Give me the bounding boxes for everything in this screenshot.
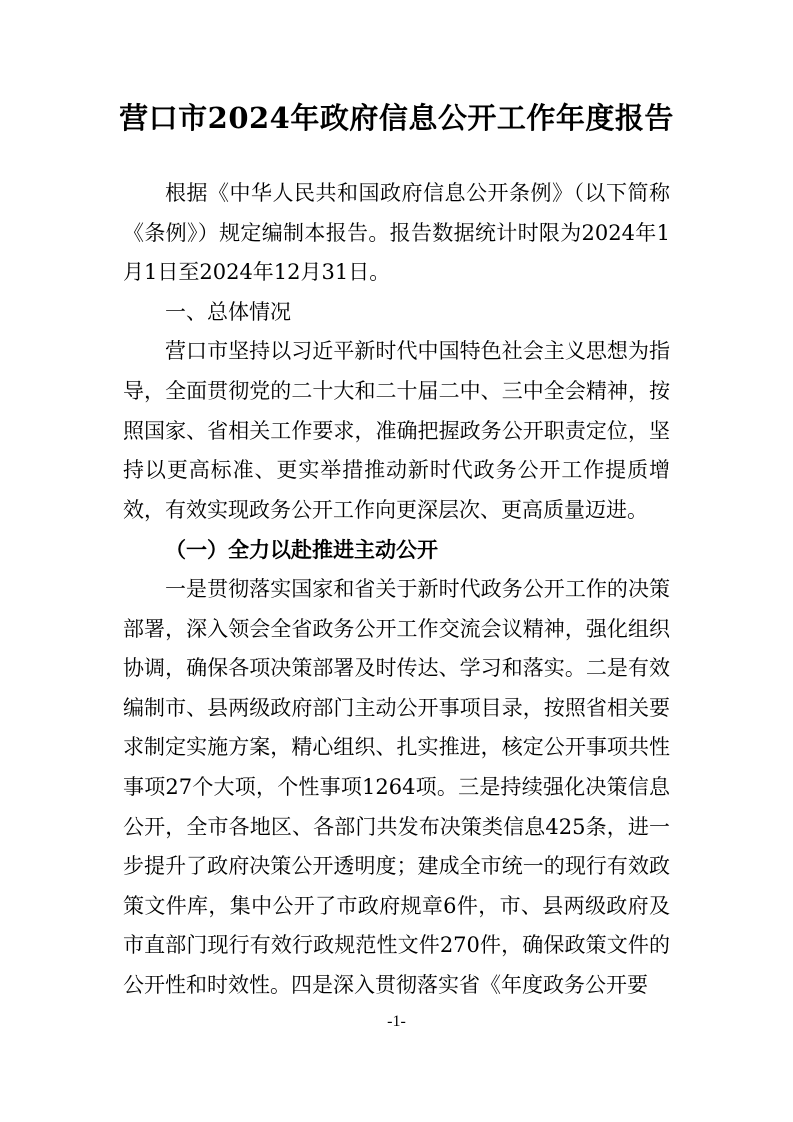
overview-paragraph: 营口市坚持以习近平新时代中国特色社会主义思想为指导，全面贯彻党的二十大和二十届二中、三中全会精神，按照国家、省相关工作要求，准确把握政务公开职责定位，坚持以更高标准、更实举措推动新时代政务公开工作提质增效，有效实现政务公开工作向更深层次、更高质量迈进。 xyxy=(123,339,670,522)
subsection-heading-active-disclosure: （一）全力以赴推进主动公开 xyxy=(165,537,438,563)
page-number: -1- xyxy=(387,1013,406,1030)
section-heading-overview: 一、总体情况 xyxy=(165,299,291,324)
document-body xyxy=(123,174,670,1005)
document-title: 营口市2024年政府信息公开工作年度报告 xyxy=(119,101,674,135)
active-disclosure-paragraph: 一是贯彻落实国家和省关于新时代政务公开工作的决策部署，深入领会全省政务公开工作交流会议精神，强化组织协调，确保各项决策部署及时传达、学习和落实。二是有效编制市、县两级政府部门主动公开事项目录，按照省相关要求制定实施方案，精心组织、扎实推进，核定公开事项共性事项27个大项，个性事项1264项。三是持续强化决策信息公开，全市各地区、各部门共发布决策类信息425条，进一步提升了政府决策公开透明度；建成全市统一的现行有效政策文件库，集中公开了市政府规章6件，市、县两级政府及市直部门现行有效行政规范性文件270件，确保政策文件的公开性和时效性。四是深入贯彻落实省《年度政务公开要 xyxy=(123,576,670,997)
intro-paragraph: 根据《中华人民共和国政府信息公开条例》（以下简称《条例》）规定编制本报告。报告数据统计时限为2024年1月1日至2024年12月31日。 xyxy=(123,181,670,285)
